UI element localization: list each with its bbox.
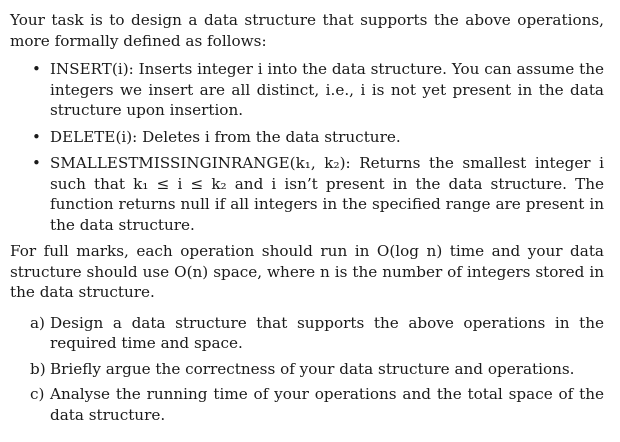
task-tag: c) [30,385,45,403]
operation-description: Deletes i from the data structure. [137,127,401,146]
operation-name: DELETE [50,127,116,146]
task-text: Analyse the running time of your operations and the total space of the data structure. [50,385,604,424]
operation-item-smallest-missing [50,153,604,235]
operations-list [10,59,604,235]
operation-args: (i) [115,127,133,146]
intro-paragraph: Your task is to design a data structure that supports the above operations, more formally defined as follows: [10,11,604,50]
operation-args: (i) [111,60,129,78]
marks-paragraph: For full marks, each operation should run in O(log n) time and your data structure should use O(n) space, where n is the number of integers stored in the data structure. [10,242,604,301]
task-item-b [30,359,604,380]
operation-description: Inserts integer i into the data structure. You can assume the integers we insert are all distinct, i.e., i is not yet present in the data structure upon insertion. [50,60,604,119]
task-text: Briefly argue the correctness of your data structure and operations. [50,359,575,378]
operation-item-delete [50,127,604,148]
operation-separator: : [128,60,134,78]
task-tag: b) [30,359,46,378]
task-item-a [30,313,604,354]
operation-name: INSERT [50,60,112,78]
operation-args: (k₁, k₂) [289,154,346,172]
task-tag: a) [30,313,45,332]
tasks-list [10,313,604,426]
operation-separator: : [132,127,138,146]
operation-item-insert [50,59,604,121]
operation-description: Returns the smallest integer i such that k₁ ≤ i ≤ k₂ and i isn’t present in the data structure. The function returns null if all integers in the specified range are present in the data structure. [50,154,605,234]
task-text: Design a data structure that supports the above operations in the required time and space. [50,313,604,352]
operation-name: SMALLESTMISSINGINRANGE [50,154,290,172]
task-item-c [30,384,604,425]
operation-separator: : [345,154,351,172]
